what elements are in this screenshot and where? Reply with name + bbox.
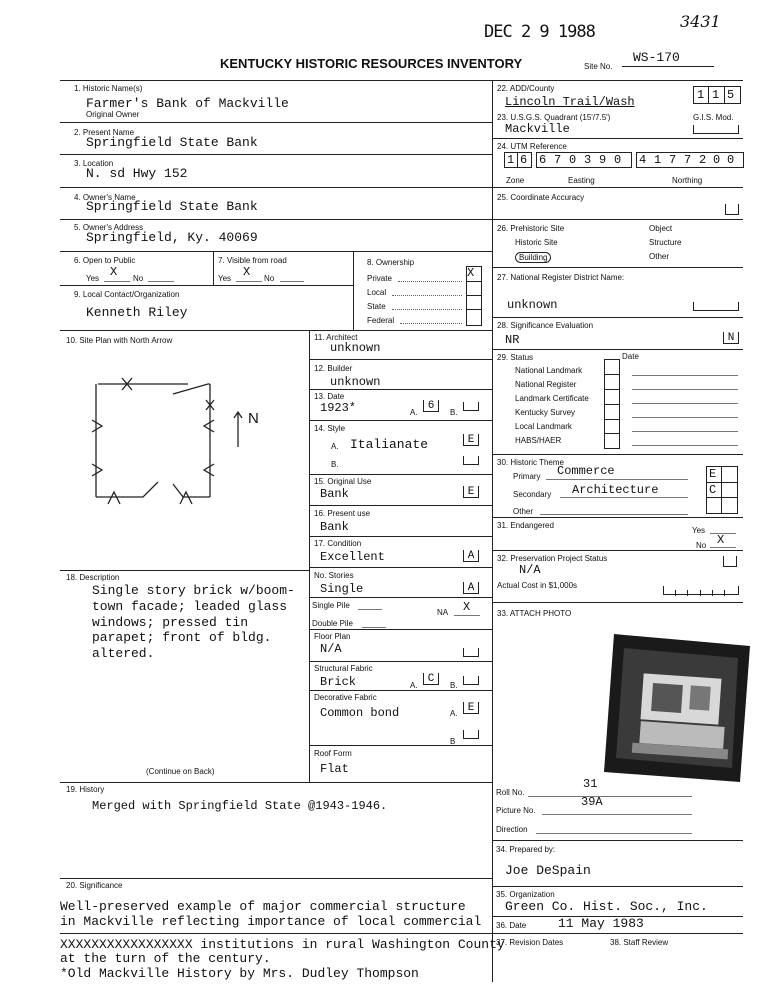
double-pile-label: Double Pile: [312, 619, 353, 628]
f31-yes: Yes: [692, 526, 706, 535]
f6-mark: X: [110, 265, 118, 279]
f22-label: 22. ADD/County: [497, 84, 555, 93]
secondary-theme: Architecture: [572, 483, 659, 497]
desc-line-1: Single story brick w/boom-: [92, 583, 295, 598]
historic-name: Farmer's Bank of Mackville: [86, 96, 289, 111]
corner-number: 3431: [680, 12, 721, 31]
primary-code: E: [709, 467, 717, 481]
f30-label: 30. Historic Theme: [497, 458, 564, 467]
direction-label: Direction: [496, 825, 528, 834]
sig-line-4: at the turn of the century.: [60, 951, 271, 966]
north-letter: N: [248, 410, 259, 427]
floor-plan-label: Floor Plan: [314, 632, 351, 641]
f26-label: 26. Prehistoric Site: [497, 224, 565, 233]
northing-label: Northing: [672, 176, 703, 185]
present-use: Bank: [320, 520, 349, 534]
utm-n-4: 7: [684, 153, 692, 167]
na-label: NA: [437, 608, 449, 617]
style-a: Italianate: [350, 437, 429, 452]
actual-cost-label: Actual Cost in $1,000s: [497, 581, 578, 590]
utm-zone-2: 6: [520, 153, 528, 167]
f8-mark: X: [467, 266, 475, 280]
preservation-status: N/A: [519, 563, 541, 577]
desc-line-2: town facade; leaded glass: [92, 599, 288, 614]
f8-state: State: [367, 302, 386, 311]
utm-n-6: 0: [713, 153, 721, 167]
owner-address: Springfield, Ky. 40069: [86, 230, 258, 245]
organization: Green Co. Hist. Soc., Inc.: [505, 899, 708, 914]
utm-e-4: 3: [584, 153, 592, 167]
status-3: Landmark Certificate: [515, 394, 589, 403]
utm-e-1: 6: [539, 153, 547, 167]
significance-code: N: [723, 332, 739, 344]
secondary-label: Secondary: [513, 490, 552, 499]
picture-value: 39A: [581, 795, 603, 809]
utm-e-6: 0: [614, 153, 622, 167]
secondary-code: C: [709, 483, 717, 497]
gis-label: G.I.S. Mod.: [693, 113, 734, 122]
f37-label: 37. Revision Dates: [496, 938, 564, 947]
architect: unknown: [330, 341, 381, 355]
roof-value: Flat: [320, 762, 349, 776]
structural-a: A.: [410, 681, 418, 690]
f6-yes: Yes: [86, 274, 100, 283]
f13-label: 13. Date: [314, 392, 345, 401]
f6-label: 6. Open to Public: [74, 256, 136, 265]
f18-label: 18. Description: [66, 573, 120, 582]
utm-e-5: 9: [599, 153, 607, 167]
f14-b: B.: [331, 460, 339, 469]
desc-line-3: windows; pressed tin: [92, 615, 249, 630]
builder: unknown: [330, 375, 381, 389]
status-1: National Landmark: [515, 366, 583, 375]
f29-date: Date: [622, 352, 639, 361]
f2-label: 2. Present Name: [74, 128, 135, 137]
f13-a: A.: [410, 408, 418, 417]
attached-photo: [602, 628, 752, 788]
utm-n-3: 7: [669, 153, 677, 167]
f17-label: 17. Condition: [314, 539, 362, 548]
utm-n-5: 2: [699, 153, 707, 167]
structural-a-val: C: [423, 673, 439, 685]
status-2: National Register: [515, 380, 577, 389]
f8-federal: Federal: [367, 316, 395, 325]
prepared-by: Joe DeSpain: [505, 863, 591, 878]
location: N. sd Hwy 152: [86, 166, 188, 181]
status-6: HABS/HAER: [515, 436, 562, 445]
f7-yes: Yes: [218, 274, 232, 283]
original-use-code: E: [463, 486, 479, 498]
f7-no: No: [264, 274, 275, 283]
f8-label: 8. Ownership: [367, 258, 415, 267]
f16-label: 16. Present use: [314, 509, 371, 518]
f31-no: No: [696, 541, 707, 550]
status-5: Local Landmark: [515, 422, 572, 431]
f32-label: 32. Preservation Project Status: [497, 554, 608, 563]
f9-label: 9. Local Contact/Organization: [74, 290, 180, 299]
f1-sub: Original Owner: [86, 110, 140, 119]
f18-continue: (Continue on Back): [146, 767, 215, 776]
primary-label: Primary: [513, 472, 541, 481]
f28-label: 28. Significance Evaluation: [497, 321, 594, 330]
f23-label: 23. U.S.G.S. Quadrant (15'/7.5'): [497, 113, 611, 122]
add-county: Lincoln Trail/Wash: [505, 95, 635, 109]
easting-label: Easting: [568, 176, 595, 185]
zone-label: Zone: [506, 176, 525, 185]
f8-local: Local: [367, 288, 387, 297]
f33-label: 33. ATTACH PHOTO: [497, 609, 572, 618]
status-4: Kentucky Survey: [515, 408, 576, 417]
f4-label: 4. Owner's Name: [74, 193, 136, 202]
floor-plan-value: N/A: [320, 642, 342, 656]
f14-label: 14. Style: [314, 424, 346, 433]
usgs-quadrant: Mackville: [505, 122, 570, 136]
condition: Excellent: [320, 550, 385, 564]
present-name: Springfield State Bank: [86, 135, 258, 150]
desc-line-4: parapet; front of bldg.: [92, 630, 272, 645]
structural-b: B.: [450, 681, 458, 690]
style-a-code: E: [463, 434, 479, 446]
f26-structure: Structure: [649, 238, 682, 247]
significance-eval: NR: [505, 333, 520, 347]
decorative-value: Common bond: [320, 706, 400, 720]
form-date: 11 May 1983: [558, 916, 644, 931]
picture-label: Picture No.: [496, 806, 536, 815]
f26-building: Building: [515, 252, 551, 263]
roof-label: Roof Form: [314, 749, 352, 758]
f36-label: 36. Date: [496, 921, 527, 930]
primary-theme: Commerce: [557, 464, 615, 478]
form-title: KENTUCKY HISTORIC RESOURCES INVENTORY: [220, 56, 523, 71]
utm-e-3: 0: [569, 153, 577, 167]
stories-value: Single: [320, 582, 364, 596]
f14-a: A.: [331, 442, 339, 451]
county-code-2: 1: [712, 88, 720, 102]
decorative-a: A.: [450, 709, 458, 718]
f1-label: 1. Historic Name(s): [74, 84, 143, 93]
f38-label: 38. Staff Review: [610, 938, 669, 947]
f6-no: No: [133, 274, 144, 283]
roll-label: Roll No.: [496, 788, 525, 797]
f10-label: 10. Site Plan with North Arrow: [66, 336, 173, 345]
sig-line-2: in Mackville reflecting importance of local commercial: [60, 914, 482, 929]
county-code-3: 5: [727, 88, 735, 102]
single-pile-label: Single Pile: [312, 601, 350, 610]
f11-label: 11. Architect: [314, 333, 358, 342]
f7-label: 7. Visible from road: [218, 256, 287, 265]
f26-historic: Historic Site: [515, 238, 558, 247]
utm-n-2: 1: [654, 153, 662, 167]
roll-value: 31: [583, 777, 598, 791]
f26-other: Other: [649, 252, 670, 261]
f26-object: Object: [649, 224, 673, 233]
na-mark: X: [463, 600, 471, 614]
site-no-value: WS-170: [633, 50, 680, 65]
build-date: 1923*: [320, 401, 357, 415]
district-name: unknown: [507, 298, 558, 312]
other-label: Other: [513, 507, 534, 516]
stories-label: No. Stories: [314, 571, 354, 580]
f34-label: 34. Prepared by:: [496, 845, 556, 854]
sig-line-3: XXXXXXXXXXXXXXXXX institutions in rural Washington County: [60, 937, 505, 952]
f31-mark: X: [717, 533, 725, 547]
decorative-b: B: [450, 737, 456, 746]
f19-label: 19. History: [66, 785, 105, 794]
site-plan-sketch: [88, 372, 268, 512]
stories-code: A: [463, 582, 479, 594]
f3-label: 3. Location: [74, 159, 114, 168]
f5-label: 5. Owner's Address: [74, 223, 144, 232]
desc-line-5: altered.: [92, 646, 155, 661]
owner-name: Springfield State Bank: [86, 199, 258, 214]
structural-value: Brick: [320, 675, 357, 689]
utm-zone-1: 1: [507, 153, 515, 167]
structural-label: Structural Fabric: [314, 664, 373, 673]
decorative-label: Decorative Fabric: [314, 693, 377, 702]
f7-mark: X: [243, 265, 251, 279]
f13-a-val: 6: [423, 400, 439, 412]
f15-label: 15. Original Use: [314, 477, 372, 486]
f8-private: Private: [367, 274, 392, 283]
received-date-stamp: DEC 2 9 1988: [484, 22, 595, 42]
f12-label: 12. Builder: [314, 364, 353, 373]
utm-e-2: 7: [554, 153, 562, 167]
local-contact: Kenneth Riley: [86, 305, 188, 320]
f25-label: 25. Coordinate Accuracy: [497, 193, 585, 202]
decorative-a-val: E: [463, 702, 479, 714]
utm-n-1: 4: [639, 153, 647, 167]
f13-b: B.: [450, 408, 458, 417]
history: Merged with Springfield State @1943-1946.: [92, 799, 388, 813]
utm-n-7: 0: [727, 153, 735, 167]
f29-label: 29. Status: [497, 353, 534, 362]
sig-line-1: Well-preserved example of major commercial structure: [60, 899, 466, 914]
sig-line-5: *Old Mackville History by Mrs. Dudley Thompson: [60, 966, 419, 981]
condition-code: A: [463, 550, 479, 562]
f31-label: 31. Endangered: [497, 521, 554, 530]
original-use: Bank: [320, 487, 349, 501]
f35-label: 35. Organization: [496, 890, 555, 899]
f24-label: 24. UTM Reference: [497, 142, 567, 151]
f27-label: 27. National Register District Name:: [497, 273, 625, 282]
f20-label: 20. Significance: [66, 881, 123, 890]
county-code-1: 1: [697, 88, 705, 102]
site-no-label: Site No.: [584, 62, 613, 71]
